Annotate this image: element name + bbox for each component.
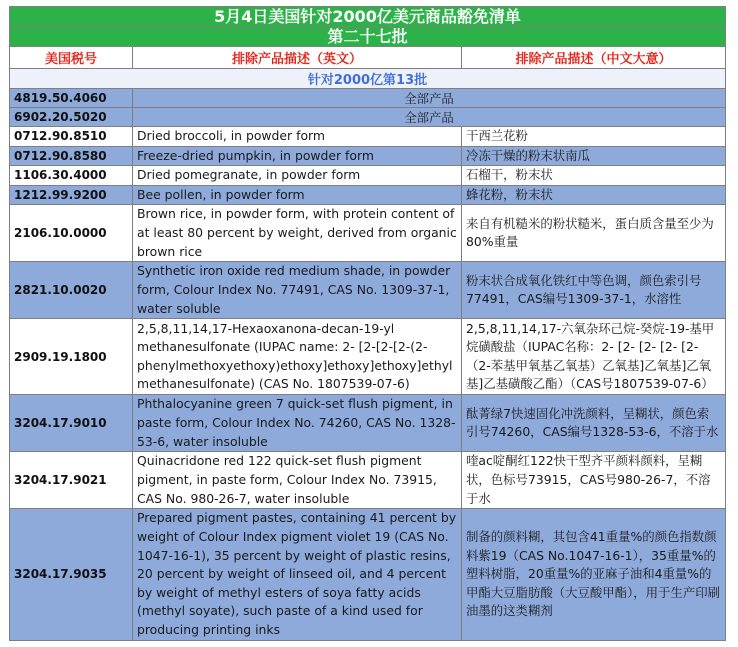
description-zh: 蜂花粉，粉末状 — [462, 185, 726, 205]
tariff-code: 3204.17.9010 — [10, 395, 133, 452]
table-row — [10, 509, 726, 640]
tariff-code: 2821.10.0020 — [10, 262, 133, 319]
tariff-code: 4819.50.4060 — [10, 89, 133, 108]
description-zh: 酞菁绿7快速固化冲洗颜料，呈糊状，颜色索引号74260，CAS编号1328-53-6，不溶于水 — [462, 395, 726, 452]
table-row — [10, 452, 726, 509]
batch-label: 针对2000亿第13批 — [10, 69, 726, 89]
batch-row — [10, 69, 726, 89]
description-en: Bee pollen, in powder form — [133, 185, 462, 205]
table-row — [10, 185, 726, 205]
description-zh: 干西兰花粉 — [462, 127, 726, 147]
exemption-list-sheet — [9, 6, 725, 641]
exemption-table — [9, 6, 726, 641]
table-row — [10, 395, 726, 452]
tariff-code: 2909.19.1800 — [10, 319, 133, 395]
description-zh: 喹ac啶酮红122快干型齐平颜料颜料，呈糊状，色标号73915，CAS号980-26-7，不溶于水 — [462, 452, 726, 509]
description-zh: 冷冻干燥的粉末状南瓜 — [462, 146, 726, 166]
description-en: Dried broccoli, in powder form — [133, 127, 462, 147]
tariff-code: 3204.17.9035 — [10, 509, 133, 640]
description-zh: 制备的颜料糊，其包含41重量%的颜色指数颜料紫19（CAS No.1047-16-1），35重量%的塑料树脂，20重量%的亚麻子油和4重量%的甲酯大豆脂肪酸（大豆酸甲酯），用于生产印刷油墨的这类糊剂 — [462, 509, 726, 640]
tariff-code: 1212.99.9200 — [10, 185, 133, 205]
title-row-1 — [10, 7, 726, 27]
title-row-2 — [10, 27, 726, 47]
table-row — [10, 205, 726, 262]
all-products-cell: 全部产品 — [133, 108, 726, 127]
tariff-code: 1106.30.4000 — [10, 166, 133, 186]
description-zh: 粉末状合成氧化铁红中等色调，颜色索引号77491，CAS编号1309-37-1，水溶性 — [462, 262, 726, 319]
sheet-subtitle: 第二十七批 — [10, 27, 726, 47]
description-zh: 来自有机糙米的粉状糙米，蛋白质含量至少为80%重量 — [462, 205, 726, 262]
tariff-code: 0712.90.8510 — [10, 127, 133, 147]
header-zh: 排除产品描述（中文大意） — [462, 47, 726, 69]
table-row — [10, 108, 726, 127]
tariff-code: 3204.17.9021 — [10, 452, 133, 509]
header-row — [10, 47, 726, 69]
description-en: Prepared pigment pastes, containing 41 percent by weight of Colour Index pigment violet 19 (CAS No. 1047-16-1), 35 percent by weight of plastic resins, 20 percent by weight of linseed oil, and 4 percent by weight of methyl esters of soya fatty acids (methyl soyate), such paste of a kind used for producing printing inks — [133, 509, 462, 640]
description-en: Freeze-dried pumpkin, in powder form — [133, 146, 462, 166]
description-en: 2,5,8,11,14,17-Hexaoxanona-decan-19-yl methanesulfonate (IUPAC name: 2- [2-[2-[2-(2-phenylmethoxyethoxy)ethoxy]ethoxy]ethoxy]ethyl methanesulfonate) (CAS No. 1807539-07-6) — [133, 319, 462, 395]
description-en: Brown rice, in powder form, with protein content of at least 80 percent by weight, derived from organic brown rice — [133, 205, 462, 262]
tariff-code: 6902.20.5020 — [10, 108, 133, 127]
description-en: Dried pomegranate, in powder form — [133, 166, 462, 186]
table-row — [10, 89, 726, 108]
description-zh: 2,5,8,11,14,17-六氧杂环己烷-癸烷-19-基甲烷磺酸盐（IUPAC名称：2- [2- [2- [2- [2-（2-苯基甲氧基乙氧基）乙氧基]乙氧基]乙氧基]乙基磺酸乙酯）（CAS号1807539-07-6） — [462, 319, 726, 395]
table-row — [10, 262, 726, 319]
description-en: Quinacridone red 122 quick-set flush pigment pigment, in paste form, Colour Index No. 73915, CAS No. 980-26-7, water insoluble — [133, 452, 462, 509]
header-en: 排除产品描述（英文） — [133, 47, 462, 69]
sheet-title: 5月4日美国针对2000亿美元商品豁免清单 — [10, 7, 726, 27]
tariff-code: 0712.90.8580 — [10, 146, 133, 166]
table-row — [10, 127, 726, 147]
all-products-cell: 全部产品 — [133, 89, 726, 108]
description-en: Phthalocyanine green 7 quick-set flush pigment, in paste form, Colour Index No. 74260, CAS No. 1328-53-6, water insoluble — [133, 395, 462, 452]
table-row — [10, 166, 726, 186]
description-en: Synthetic iron oxide red medium shade, in powder form, Colour Index No. 77491, CAS No. 1309-37-1, water soluble — [133, 262, 462, 319]
description-zh: 石榴干，粉末状 — [462, 166, 726, 186]
header-code: 美国税号 — [10, 47, 133, 69]
tariff-code: 2106.10.0000 — [10, 205, 133, 262]
table-row — [10, 319, 726, 395]
table-row — [10, 146, 726, 166]
